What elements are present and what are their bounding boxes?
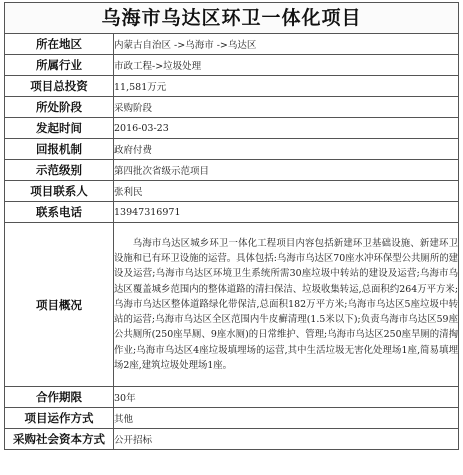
table-row (5, 97, 459, 118)
row-label-contact: 项目联系人 (5, 181, 114, 202)
row-label-overview: 项目概况 (5, 223, 114, 387)
row-label-industry: 所属行业 (5, 55, 114, 76)
table-row (5, 387, 459, 408)
table-row (5, 223, 459, 387)
table-row (5, 118, 459, 139)
row-value-region: 内蒙古自治区 ->乌海市 ->乌达区 (114, 34, 459, 55)
row-value-phone: 13947316971 (114, 202, 459, 223)
row-value-stage: 采购阶段 (114, 97, 459, 118)
table-row (5, 139, 459, 160)
row-value-procurement-method: 公开招标 (114, 429, 459, 450)
row-label-start-date: 发起时间 (5, 118, 114, 139)
row-value-contact: 张利民 (114, 181, 459, 202)
table-row (5, 160, 459, 181)
row-value-start-date: 2016-03-23 (114, 118, 459, 139)
row-label-stage: 所处阶段 (5, 97, 114, 118)
table-row (5, 429, 459, 450)
row-label-cooperation-term: 合作期限 (5, 387, 114, 408)
row-label-phone: 联系电话 (5, 202, 114, 223)
row-label-return-mechanism: 回报机制 (5, 139, 114, 160)
row-value-demo-level: 第四批次省级示范项目 (114, 160, 459, 181)
row-value-industry: 市政工程->垃圾处理 (114, 55, 459, 76)
table-row (5, 34, 459, 55)
row-value-return-mechanism: 政府付费 (114, 139, 459, 160)
project-info-table (4, 33, 459, 450)
row-label-demo-level: 示范级别 (5, 160, 114, 181)
row-value-cooperation-term: 30年 (114, 387, 459, 408)
row-label-total-investment: 项目总投资 (5, 76, 114, 97)
row-label-operation-mode: 项目运作方式 (5, 408, 114, 429)
row-value-operation-mode: 其他 (114, 408, 459, 429)
row-label-region: 所在地区 (5, 34, 114, 55)
table-row (5, 76, 459, 97)
table-row (5, 181, 459, 202)
table-row (5, 202, 459, 223)
page-title: 乌海市乌达区环卫一体化项目 (4, 2, 459, 33)
row-label-procurement-method: 采购社会资本方式 (5, 429, 114, 450)
table-row (5, 408, 459, 429)
row-value-total-investment: 11,581万元 (114, 76, 459, 97)
row-value-overview: 乌海市乌达区城乡环卫一体化工程项目内容包括新建环卫基础设施、新建环卫设施和已有环卫设施的运营。具体包括:乌海市乌达区70座水冲环保型公共厕所的建设及运营;乌海市乌达区环境卫生系统所需30座垃圾中转站的建设及运营;乌海市乌达区覆盖城乡范围内的整体道路的清扫保洁、垃圾收集转运,总面积约264万平方米;乌海市乌达区整体道路绿化带保洁,总面积182万平方米;乌海市乌达区5座垃圾中转站的运营;乌海市乌达区全区范围内牛皮癣清理(1.5米以下);负责乌海市乌达区59座公共厕所(250座旱厕、9座水厕)的日常维护、管理;乌海市乌达区250座旱厕的清掏作业;乌海市乌达区4座垃圾填埋场的运营,其中生活垃圾无害化处理场1座,简易填埋场2座,建筑垃圾处理场1座。 (114, 223, 459, 387)
table-row (5, 55, 459, 76)
